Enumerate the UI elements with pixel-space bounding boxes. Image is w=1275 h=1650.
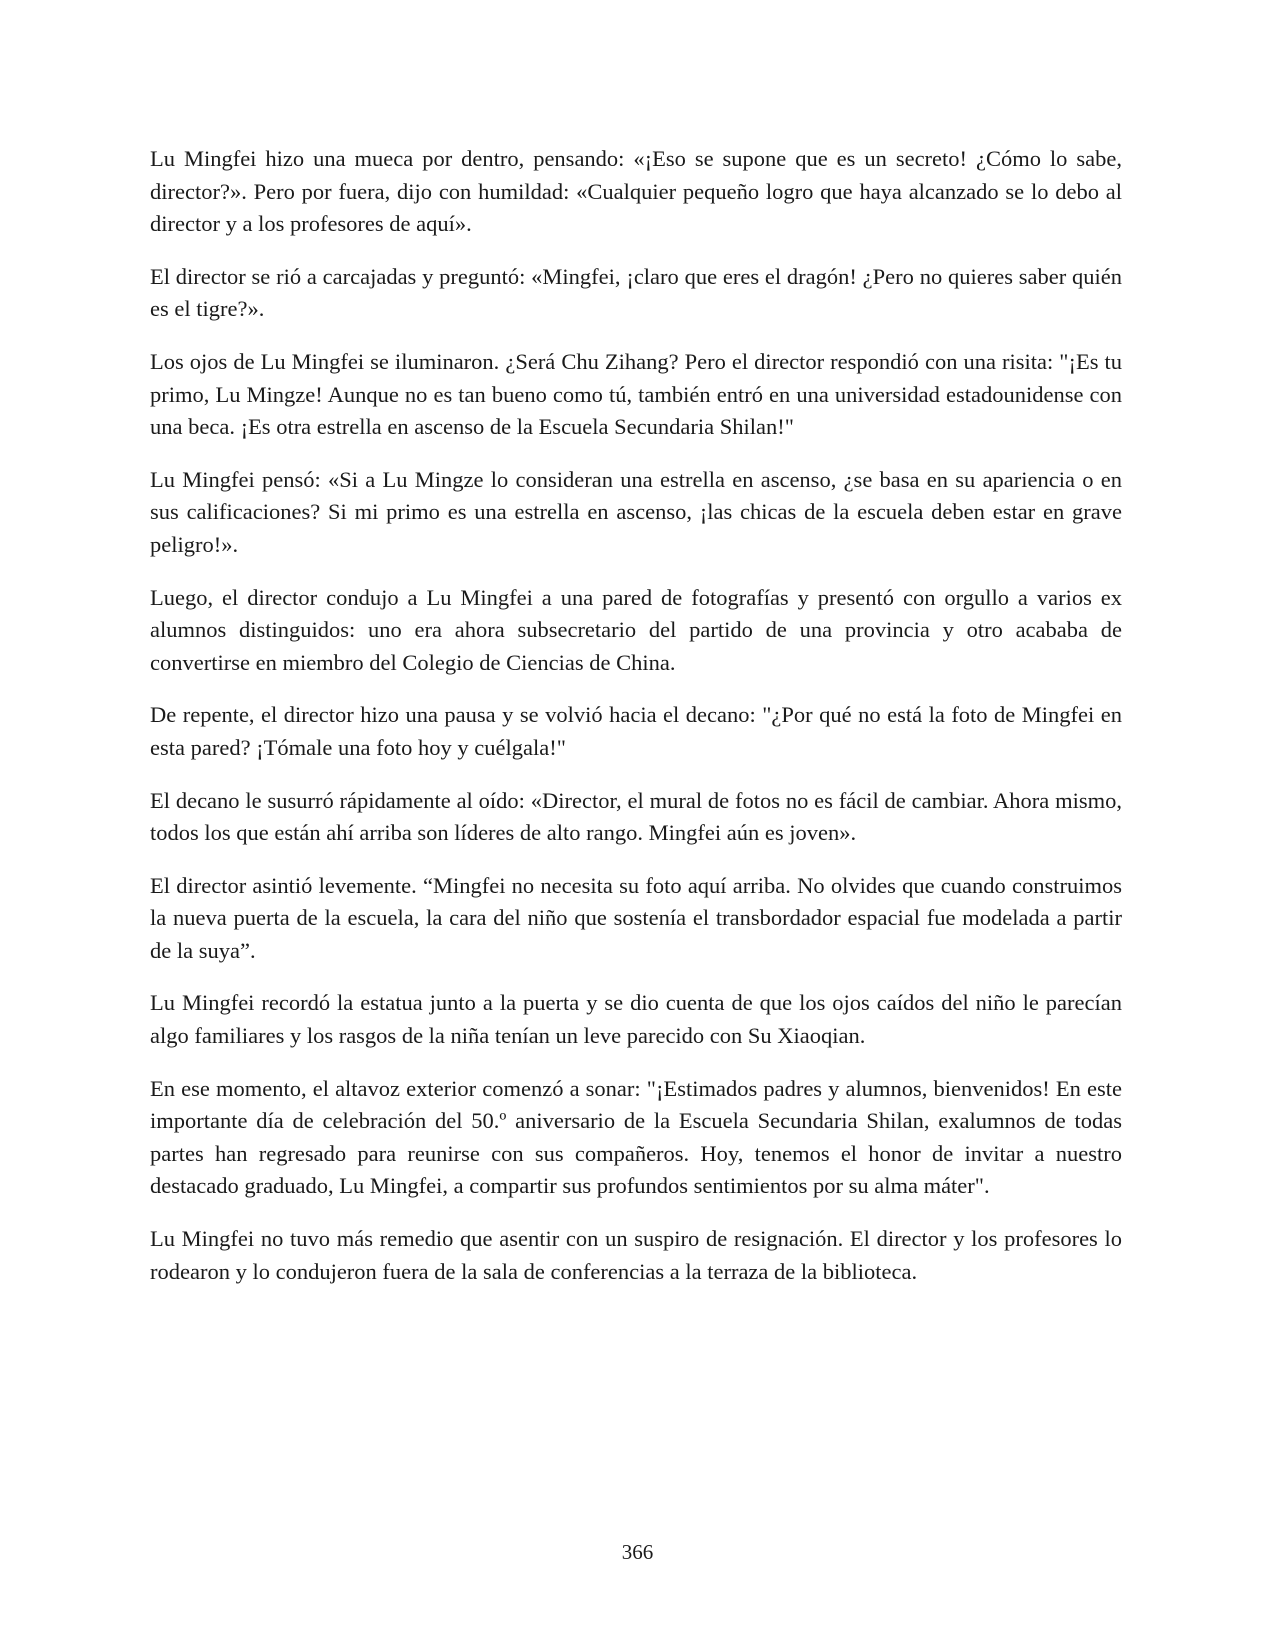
paragraph-1: Lu Mingfei hizo una mueca por dentro, pensando: «¡Eso se supone que es un secreto! ¿Cómo lo sabe, director?». Pero por fuera, dijo con humildad: «Cualquier pequeño logro que haya alcanzado se lo debo al director y a los profesores de aquí».	[150, 146, 1122, 237]
paragraph-9: Lu Mingfei recordó la estatua junto a la puerta y se dio cuenta de que los ojos caídos del niño le parecían algo familiares y los rasgos de la niña tenían un leve parecido con Su Xiaoqian.	[150, 990, 1122, 1049]
paragraph-5: Luego, el director condujo a Lu Mingfei a una pared de fotografías y presentó con orgullo a varios ex alumnos distinguidos: uno era ahora subsecretario del partido de una provincia y otro acababa de convertirse en miembro del Colegio de Ciencias de China.	[150, 584, 1122, 675]
paragraph-8: El director asintió levemente. “Mingfei no necesita su foto aquí arriba. No olvides que cuando construimos la nueva puerta de la escuela, la cara del niño que sostenía el transbordador espacial fue modelada a partir de la suya”.	[150, 872, 1122, 963]
paragraph-6: De repente, el director hizo una pausa y se volvió hacia el decano: "¿Por qué no está la foto de Mingfei en esta pared? ¡Tómale una foto hoy y cuélgala!"	[150, 702, 1122, 760]
page-number: 366	[621, 1540, 654, 1564]
paragraph-4: Lu Mingfei pensó: «Si a Lu Mingze lo consideran una estrella en ascenso, ¿se basa en su apariencia o en sus calificaciones? Si mi primo es una estrella en ascenso, ¡las chicas de la escuela deben estar en grave peligro!».	[150, 466, 1122, 557]
paragraph-10: En ese momento, el altavoz exterior comenzó a sonar: "¡Estimados padres y alumnos, bienvenidos! En este importante día de celebración del 50.º aniversario de la Escuela Secundaria Shilan, exalumnos de todas partes han regresado para reunirse con sus compañeros. Hoy, tenemos el honor de invitar a nuestro destacado graduado, Lu Mingfei, a compartir sus profundos sentimientos por su alma máter".	[150, 1075, 1122, 1199]
paragraph-2: El director se rió a carcajadas y preguntó: «Mingfei, ¡claro que eres el dragón! ¿Pero no quieres saber quién es el tigre?».	[150, 263, 1122, 322]
paragraph-3: Los ojos de Lu Mingfei se iluminaron. ¿Será Chu Zihang? Pero el director respondió con una risita: "¡Es tu primo, Lu Mingze! Aunque no es tan bueno como tú, también entró en una universidad estadounidense con una beca. ¡Es otra estrella en ascenso de la Escuela Secundaria Shilan!"	[150, 348, 1122, 440]
paragraph-11: Lu Mingfei no tuvo más remedio que asentir con un suspiro de resignación. El director y los profesores lo rodearon y lo condujeron fuera de la sala de conferencias a la terraza de la biblioteca.	[150, 1226, 1122, 1284]
page-body	[150, 143, 1122, 1308]
paragraph-7: El decano le susurró rápidamente al oído: «Director, el mural de fotos no es fácil de cambiar. Ahora mismo, todos los que están ahí arriba son líderes de alto rango. Mingfei aún es joven».	[150, 787, 1122, 846]
